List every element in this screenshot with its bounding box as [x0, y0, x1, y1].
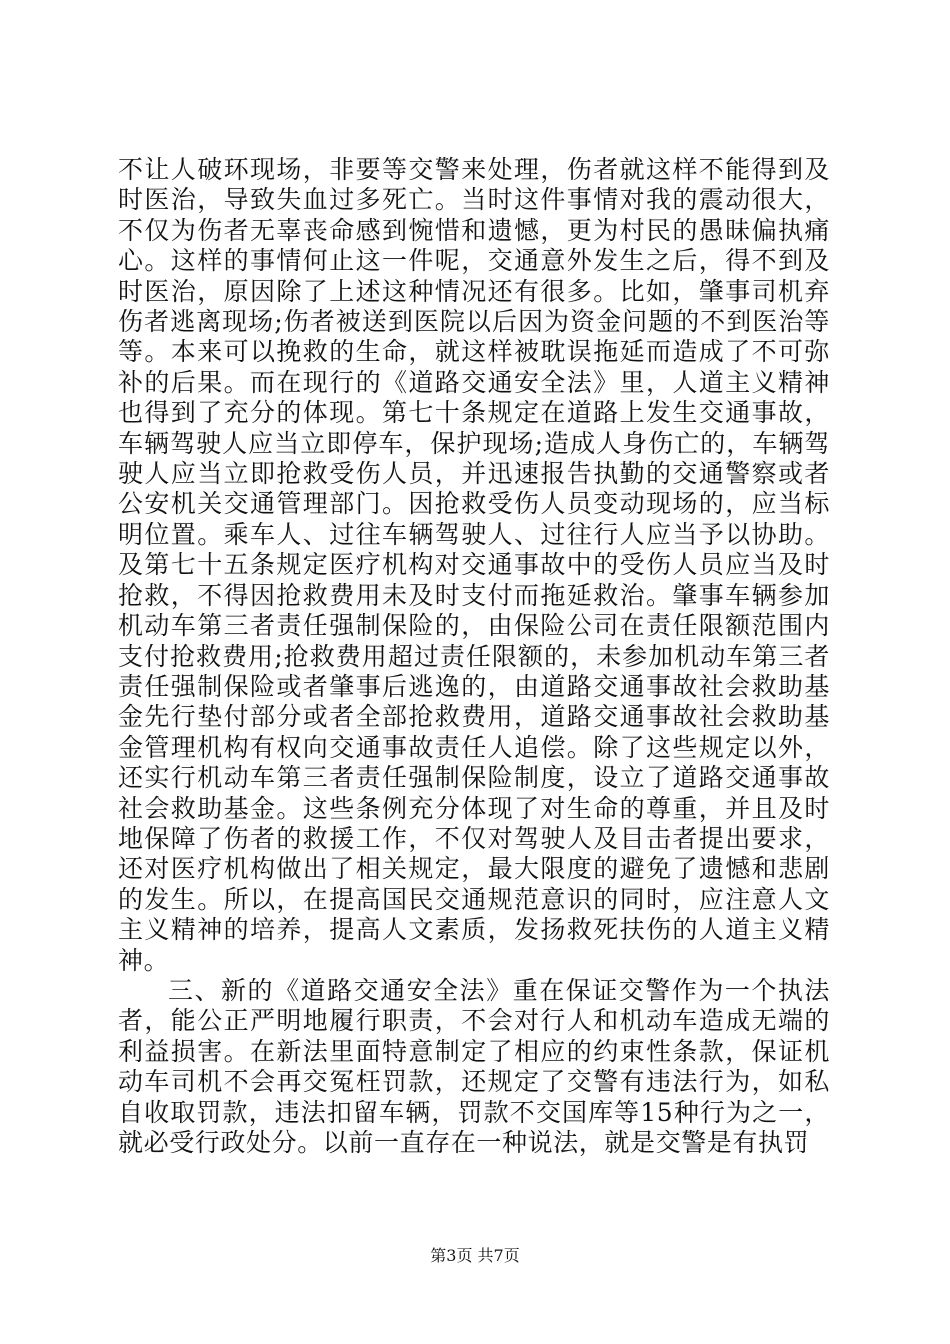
paragraph-continuation: 不让人破环现场，非要等交警来处理，伤者就这样不能得到及时医治，导致失血过多死亡。当时这件事情对我的震动很大，不仅为伤者无辜丧命感到惋惜和遗憾，更为村民的愚昧偏执痛心。这样的事情何止这一件呢，交通意外发生之后，得不到及时医治，原因除了上述这种情况还有很多。比如，肇事司机弃伤者逃离现场;伤者被送到医院以后因为资金问题的不到医治等等。本来可以挽救的生命，就这样被耽误拖延而造成了不可弥补的后果。而在现行的《道路交通安全法》里，人道主义精神也得到了充分的体现。第七十条规定在道路上发生交通事故，车辆驾驶人应当立即停车，保护现场;造成人身伤亡的，车辆驾驶人应当立即抢救受伤人员，并迅速报告执勤的交通警察或者公安机关交通管理部门。因抢救受伤人员变动现场的，应当标明位置。乘车人、过往车辆驾驶人、过往行人应当予以协助。及第七十五条规定医疗机构对交通事故中的受伤人员应当及时抢救，不得因抢救费用未及时支付而拖延救治。肇事车辆参加机动车第三者责任强制保险的，由保险公司在责任限额范围内支付抢救费用;抢救费用超过责任限额的，未参加机动车第三者责任强制保险或者肇事后逃逸的，由道路交通事故社会救助基金先行垫付部分或者全部抢救费用，道路交通事故社会救助基金管理机构有权向交通事故责任人追偿。除了这些规定以外，还实行机动车第三者责任强制保险制度，设立了道路交通事故社会救助基金。这些条例充分体现了对生命的尊重，并且及时地保障了伤者的救援工作，不仅对驾驶人及目击者提出要求，还对医疗机构做出了相关规定，最大限度的避免了遗憾和悲剧的发生。所以，在提高国民交通规范意识的同时，应注意人文主义精神的培养，提高人文素质，发扬救死扶伤的人道主义精神。 — [118, 155, 830, 975]
document-body — [118, 155, 830, 1158]
paragraph-section-three: 三、新的《道路交通安全法》重在保证交警作为一个执法者，能公正严明地履行职责，不会对行人和机动车造成无端的利益损害。在新法里面特意制定了相应的约束性条款，保证机动车司机不会再交冤枉罚款，还规定了交警有违法行为，如私自收取罚款，违法扣留车辆，罚款不交国库等15种行为之一，就必受行政处分。以前一直存在一种说法，就是交警是有执罚 — [118, 975, 830, 1157]
page-number-footer: 第3页 共7页 — [430, 1246, 520, 1265]
